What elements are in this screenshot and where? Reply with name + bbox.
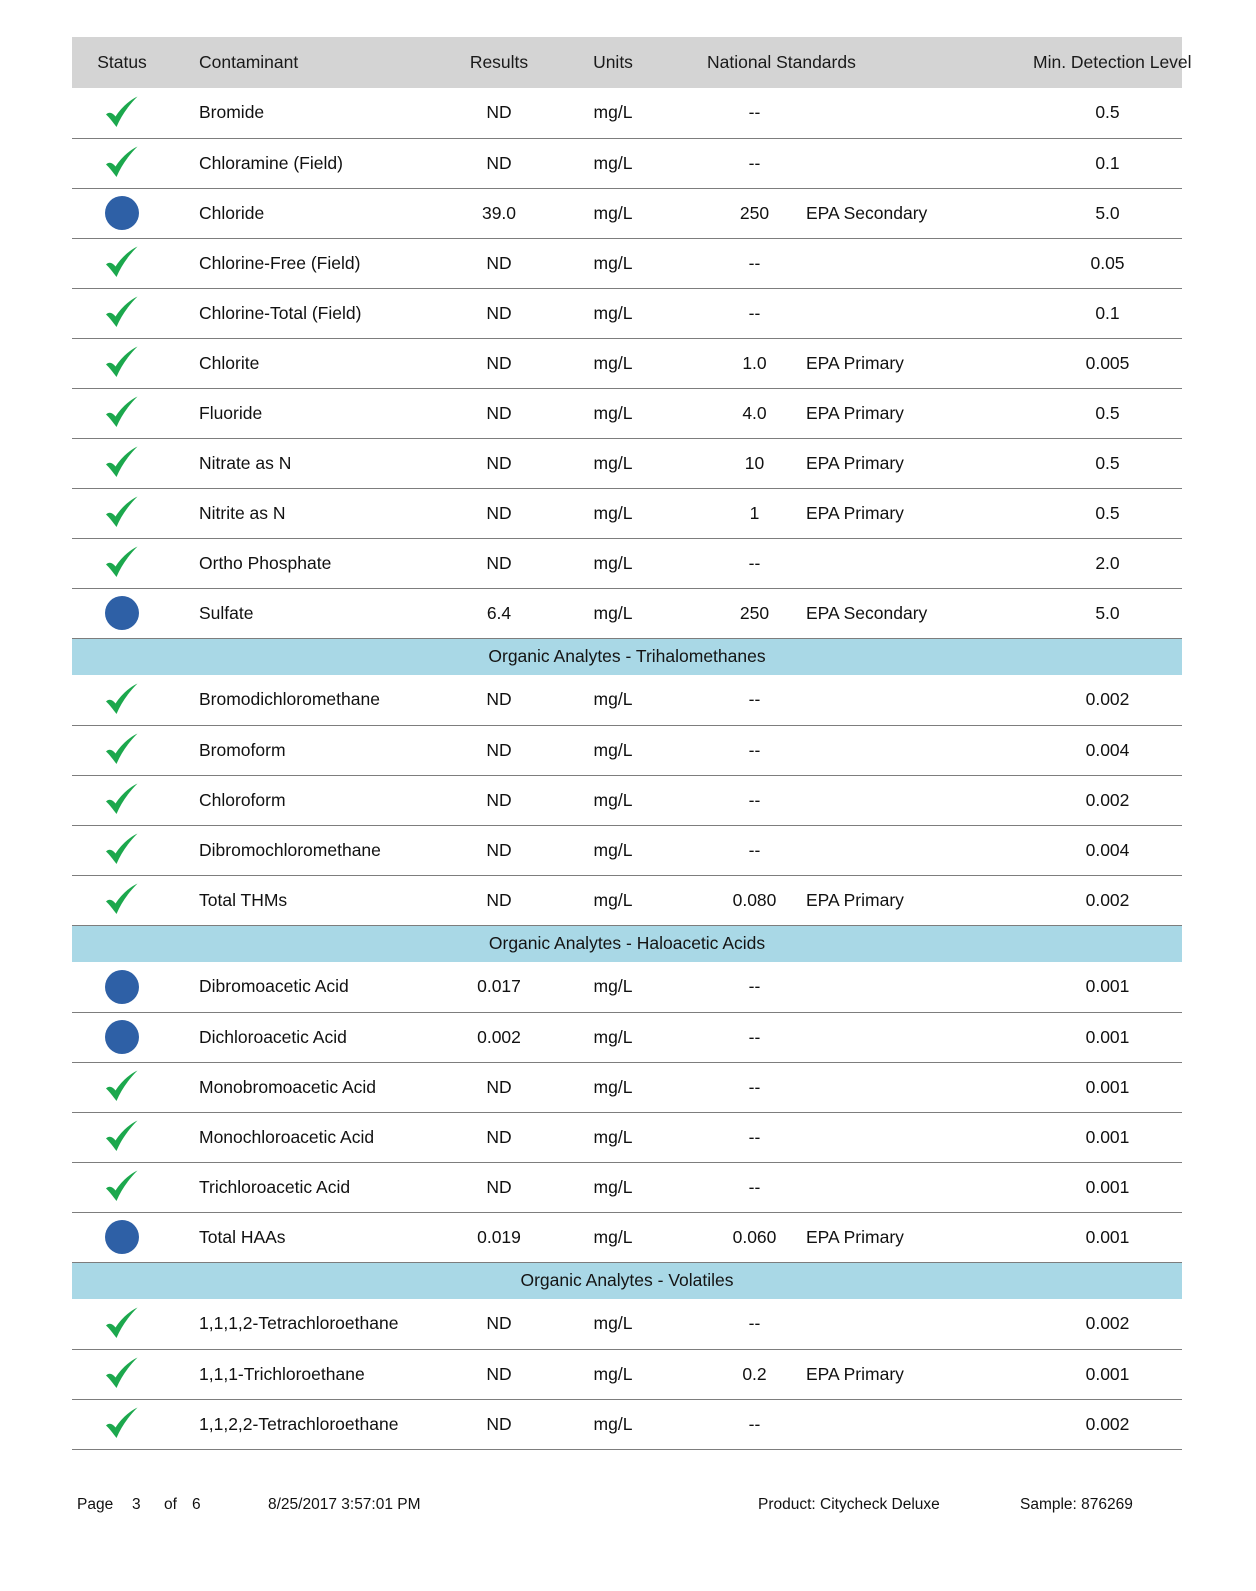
table-row (72, 438, 1182, 488)
cell-contaminant: Fluoride (199, 402, 263, 423)
cell-units: mg/L (593, 1226, 633, 1247)
cell-status (72, 1212, 172, 1262)
cell-contaminant: Chloride (199, 202, 265, 223)
cell-national-standard-value: -- (748, 302, 761, 323)
status-detected-icon (102, 194, 142, 232)
status-pass-check-icon (102, 881, 142, 919)
cell-contaminant: Chlorine-Total (Field) (199, 302, 362, 323)
cell-results: ND (486, 352, 512, 373)
cell-status (72, 288, 172, 338)
cell-national-standard-label: EPA Primary (806, 402, 904, 423)
cell-national-standard-label (802, 88, 1027, 138)
table-row (72, 962, 1182, 1012)
cell-results: 0.017 (477, 976, 521, 997)
table-row (72, 1012, 1182, 1062)
cell-results: ND (486, 1313, 512, 1334)
cell-results: ND (486, 552, 512, 573)
section-header-row (72, 925, 1182, 962)
cell-national-standard-label (802, 1399, 1027, 1449)
cell-contaminant: Total THMs (199, 889, 288, 910)
footer-of-label: of (164, 1496, 177, 1513)
cell-national-standard-label: EPA Primary (806, 352, 904, 373)
column-header-results: Results (469, 52, 529, 72)
cell-min-detection-level: 0.05 (1090, 252, 1125, 273)
cell-results: ND (486, 889, 512, 910)
cell-units: mg/L (593, 302, 633, 323)
cell-units: mg/L (593, 739, 633, 760)
cell-min-detection-level: 0.005 (1085, 352, 1130, 373)
cell-results: ND (486, 502, 512, 523)
cell-results: ND (486, 152, 512, 173)
cell-contaminant: Chloramine (Field) (199, 152, 343, 173)
cell-units: mg/L (593, 1176, 633, 1197)
cell-min-detection-level: 0.001 (1085, 1226, 1130, 1247)
cell-min-detection-level: 0.002 (1085, 889, 1130, 910)
cell-status (72, 1399, 172, 1449)
column-header-status: Status (97, 52, 147, 72)
cell-status (72, 488, 172, 538)
table-row (72, 1399, 1182, 1449)
cell-national-standard-value: -- (748, 739, 761, 760)
cell-status (72, 1062, 172, 1112)
cell-results: ND (486, 789, 512, 810)
cell-national-standard-value: 0.2 (742, 1363, 767, 1384)
cell-min-detection-level: 0.001 (1085, 1076, 1130, 1097)
section-title: Organic Analytes - Haloacetic Acids (488, 933, 766, 954)
cell-status (72, 438, 172, 488)
cell-national-standard-label (802, 1299, 1027, 1349)
cell-min-detection-level: 0.001 (1085, 976, 1130, 997)
cell-national-standard-label: EPA Primary (806, 502, 904, 523)
cell-contaminant: Nitrite as N (199, 502, 286, 523)
status-detected-icon (102, 1018, 142, 1056)
cell-contaminant: Monochloroacetic Acid (199, 1126, 375, 1147)
status-pass-check-icon (102, 144, 142, 182)
cell-contaminant: Ortho Phosphate (199, 552, 332, 573)
cell-status (72, 775, 172, 825)
cell-national-standard-value: -- (748, 1176, 761, 1197)
cell-units: mg/L (593, 839, 633, 860)
cell-national-standard-label: EPA Primary (806, 452, 904, 473)
cell-units: mg/L (593, 352, 633, 373)
cell-national-standard-value: -- (748, 152, 761, 173)
cell-contaminant: Chloroform (199, 789, 286, 810)
cell-contaminant: 1,1,1,2-Tetrachloroethane (199, 1313, 399, 1334)
cell-units: mg/L (593, 976, 633, 997)
cell-contaminant: Dibromochloromethane (199, 839, 381, 860)
cell-status (72, 1162, 172, 1212)
cell-units: mg/L (593, 152, 633, 173)
table-row (72, 1212, 1182, 1262)
water-quality-results-table (72, 37, 1192, 1450)
cell-contaminant: Trichloroacetic Acid (199, 1176, 351, 1197)
status-pass-check-icon (102, 244, 142, 282)
cell-status (72, 138, 172, 188)
cell-contaminant: Monobromoacetic Acid (199, 1076, 377, 1097)
cell-units: mg/L (593, 889, 633, 910)
cell-min-detection-level: 0.1 (1095, 152, 1120, 173)
status-pass-check-icon (102, 294, 142, 332)
table-header-row (72, 37, 1182, 88)
status-pass-check-icon (102, 1355, 142, 1393)
cell-min-detection-level: 5.0 (1095, 202, 1120, 223)
cell-min-detection-level: 0.001 (1085, 1363, 1130, 1384)
cell-national-standard-value: -- (748, 789, 761, 810)
cell-min-detection-level: 2.0 (1095, 552, 1120, 573)
cell-national-standard-value: -- (748, 252, 761, 273)
cell-min-detection-level: 0.5 (1095, 502, 1120, 523)
cell-min-detection-level: 0.5 (1095, 402, 1120, 423)
cell-status (72, 1299, 172, 1349)
status-pass-check-icon (102, 781, 142, 819)
cell-national-standard-value: 0.060 (732, 1226, 777, 1247)
cell-national-standard-value: 250 (739, 602, 770, 623)
cell-results: 0.002 (477, 1026, 521, 1047)
cell-status (72, 1012, 172, 1062)
cell-national-standard-value: 250 (739, 202, 770, 223)
footer-page-number: 3 (132, 1496, 141, 1513)
cell-contaminant: Bromoform (199, 739, 286, 760)
status-pass-check-icon (102, 731, 142, 769)
cell-units: mg/L (593, 1126, 633, 1147)
cell-units: mg/L (593, 789, 633, 810)
cell-results: ND (486, 252, 512, 273)
cell-min-detection-level: 0.1 (1095, 302, 1120, 323)
table-row (72, 538, 1182, 588)
cell-units: mg/L (593, 252, 633, 273)
cell-national-standard-value: -- (748, 102, 761, 123)
status-pass-check-icon (102, 1168, 142, 1206)
status-detected-icon (102, 594, 142, 632)
cell-national-standard-label (802, 138, 1027, 188)
cell-status (72, 875, 172, 925)
cell-national-standard-label (802, 1162, 1027, 1212)
cell-contaminant: Chlorite (199, 352, 260, 373)
status-detected-icon (102, 968, 142, 1006)
footer-timestamp: 8/25/2017 3:57:01 PM (268, 1496, 421, 1513)
cell-national-standard-value: -- (748, 1413, 761, 1434)
table-row (72, 88, 1182, 138)
table-row (72, 338, 1182, 388)
cell-national-standard-value: -- (748, 1313, 761, 1334)
cell-status (72, 962, 172, 1012)
cell-results: 39.0 (481, 202, 517, 223)
section-header-row (72, 638, 1182, 675)
status-pass-check-icon (102, 544, 142, 582)
cell-min-detection-level: 0.002 (1085, 1413, 1130, 1434)
cell-results: ND (486, 1363, 512, 1384)
cell-national-standard-value: 4.0 (742, 402, 767, 423)
cell-national-standard-value: -- (748, 1076, 761, 1097)
cell-status (72, 188, 172, 238)
cell-units: mg/L (593, 452, 633, 473)
table-row (72, 588, 1182, 638)
cell-national-standard-label (802, 1062, 1027, 1112)
status-pass-check-icon (102, 681, 142, 719)
table-row (72, 288, 1182, 338)
status-pass-check-icon (102, 1305, 142, 1343)
footer-page-total: 6 (192, 1496, 201, 1513)
table-row (72, 725, 1182, 775)
table-body (72, 88, 1182, 1449)
cell-min-detection-level: 0.004 (1085, 839, 1130, 860)
cell-national-standard-value: 1.0 (742, 352, 767, 373)
table-row (72, 488, 1182, 538)
cell-status (72, 725, 172, 775)
cell-results: ND (486, 739, 512, 760)
column-header-min-detection-level: Min. Detection Level (1033, 52, 1192, 72)
table-row (72, 238, 1182, 288)
status-detected-icon (102, 1218, 142, 1256)
table-row (72, 875, 1182, 925)
cell-results: ND (486, 1176, 512, 1197)
table-row (72, 1112, 1182, 1162)
cell-contaminant: 1,1,2,2-Tetrachloroethane (199, 1413, 399, 1434)
cell-units: mg/L (593, 552, 633, 573)
cell-contaminant: Bromide (199, 102, 265, 123)
cell-national-standard-value: -- (748, 689, 761, 710)
cell-units: mg/L (593, 1026, 633, 1047)
cell-national-standard-value: -- (748, 839, 761, 860)
cell-status (72, 825, 172, 875)
cell-national-standard-label: EPA Secondary (806, 602, 928, 623)
cell-status (72, 1112, 172, 1162)
cell-min-detection-level: 0.5 (1095, 452, 1120, 473)
cell-min-detection-level: 0.002 (1085, 1313, 1130, 1334)
cell-results: ND (486, 839, 512, 860)
cell-min-detection-level: 5.0 (1095, 602, 1120, 623)
cell-units: mg/L (593, 1413, 633, 1434)
cell-national-standard-label (802, 675, 1027, 725)
status-pass-check-icon (102, 394, 142, 432)
column-header-contaminant: Contaminant (199, 52, 299, 72)
status-pass-check-icon (102, 344, 142, 382)
cell-min-detection-level: 0.001 (1085, 1126, 1130, 1147)
cell-units: mg/L (593, 1313, 633, 1334)
cell-units: mg/L (593, 402, 633, 423)
cell-national-standard-value: 0.080 (732, 889, 777, 910)
cell-national-standard-value: -- (748, 1126, 761, 1147)
cell-status (72, 338, 172, 388)
cell-national-standard-label (802, 288, 1027, 338)
cell-national-standard-label (802, 962, 1027, 1012)
section-header-row (72, 1262, 1182, 1299)
status-pass-check-icon (102, 1405, 142, 1443)
status-pass-check-icon (102, 94, 142, 132)
cell-results: ND (486, 1126, 512, 1147)
cell-national-standard-label (802, 1112, 1027, 1162)
table-row (72, 675, 1182, 725)
cell-national-standard-label (802, 825, 1027, 875)
table-row (72, 1062, 1182, 1112)
cell-national-standard-label: EPA Secondary (806, 202, 928, 223)
status-pass-check-icon (102, 444, 142, 482)
cell-units: mg/L (593, 502, 633, 523)
cell-contaminant: Sulfate (199, 602, 254, 623)
cell-results: ND (486, 102, 512, 123)
cell-contaminant: 1,1,1-Trichloroethane (199, 1363, 365, 1384)
cell-national-standard-label: EPA Primary (806, 889, 904, 910)
cell-results: ND (486, 689, 512, 710)
footer-product: Product: Citycheck Deluxe (758, 1496, 940, 1513)
section-title: Organic Analytes - Trihalomethanes (488, 646, 766, 667)
cell-contaminant: Dibromoacetic Acid (199, 976, 349, 997)
cell-min-detection-level: 0.001 (1085, 1176, 1130, 1197)
cell-status (72, 1349, 172, 1399)
cell-national-standard-value: -- (748, 976, 761, 997)
status-pass-check-icon (102, 1118, 142, 1156)
footer-sample-id: Sample: 876269 (1020, 1496, 1133, 1513)
table-row (72, 1299, 1182, 1349)
cell-national-standard-value: -- (748, 552, 761, 573)
cell-min-detection-level: 0.5 (1095, 102, 1120, 123)
cell-units: mg/L (593, 202, 633, 223)
cell-contaminant: Total HAAs (199, 1226, 286, 1247)
cell-units: mg/L (593, 689, 633, 710)
cell-national-standard-label (802, 775, 1027, 825)
table-row (72, 388, 1182, 438)
cell-results: 0.019 (477, 1226, 521, 1247)
cell-national-standard-label: EPA Primary (806, 1226, 904, 1247)
status-pass-check-icon (102, 494, 142, 532)
table-header (72, 37, 1192, 88)
cell-units: mg/L (593, 102, 633, 123)
table-row (72, 188, 1182, 238)
cell-national-standard-label (802, 725, 1027, 775)
table-row (72, 1349, 1182, 1399)
cell-national-standard-value: 1 (749, 502, 760, 523)
cell-national-standard-label: EPA Primary (806, 1363, 904, 1384)
cell-results: ND (486, 1076, 512, 1097)
cell-min-detection-level: 0.001 (1085, 1026, 1130, 1047)
cell-min-detection-level: 0.002 (1085, 789, 1130, 810)
section-title: Organic Analytes - Volatiles (520, 1270, 734, 1291)
cell-contaminant: Bromodichloromethane (199, 689, 380, 710)
cell-contaminant: Dichloroacetic Acid (199, 1026, 347, 1047)
cell-national-standard-label (802, 238, 1027, 288)
page-footer (72, 1496, 1182, 1524)
cell-results: ND (486, 1413, 512, 1434)
status-pass-check-icon (102, 831, 142, 869)
cell-status (72, 588, 172, 638)
cell-national-standard-label (802, 1012, 1027, 1062)
column-header-national-standards: National Standards (707, 52, 856, 72)
cell-national-standard-value: 10 (744, 452, 765, 473)
cell-results: ND (486, 402, 512, 423)
column-header-units: Units (593, 52, 633, 72)
status-pass-check-icon (102, 1068, 142, 1106)
cell-contaminant: Nitrate as N (199, 452, 292, 473)
cell-units: mg/L (593, 602, 633, 623)
cell-status (72, 388, 172, 438)
table-row (72, 1162, 1182, 1212)
cell-contaminant: Chlorine-Free (Field) (199, 252, 361, 273)
cell-results: 6.4 (486, 602, 512, 623)
cell-national-standard-label (802, 538, 1027, 588)
cell-min-detection-level: 0.004 (1085, 739, 1130, 760)
cell-results: ND (486, 452, 512, 473)
cell-status (72, 238, 172, 288)
table-row (72, 138, 1182, 188)
cell-results: ND (486, 302, 512, 323)
table-row (72, 775, 1182, 825)
cell-national-standard-value: -- (748, 1026, 761, 1047)
table-row (72, 825, 1182, 875)
cell-min-detection-level: 0.002 (1085, 689, 1130, 710)
cell-status (72, 88, 172, 138)
cell-units: mg/L (593, 1076, 633, 1097)
cell-status (72, 538, 172, 588)
cell-units: mg/L (593, 1363, 633, 1384)
footer-page-label: Page (77, 1496, 114, 1513)
cell-status (72, 675, 172, 725)
